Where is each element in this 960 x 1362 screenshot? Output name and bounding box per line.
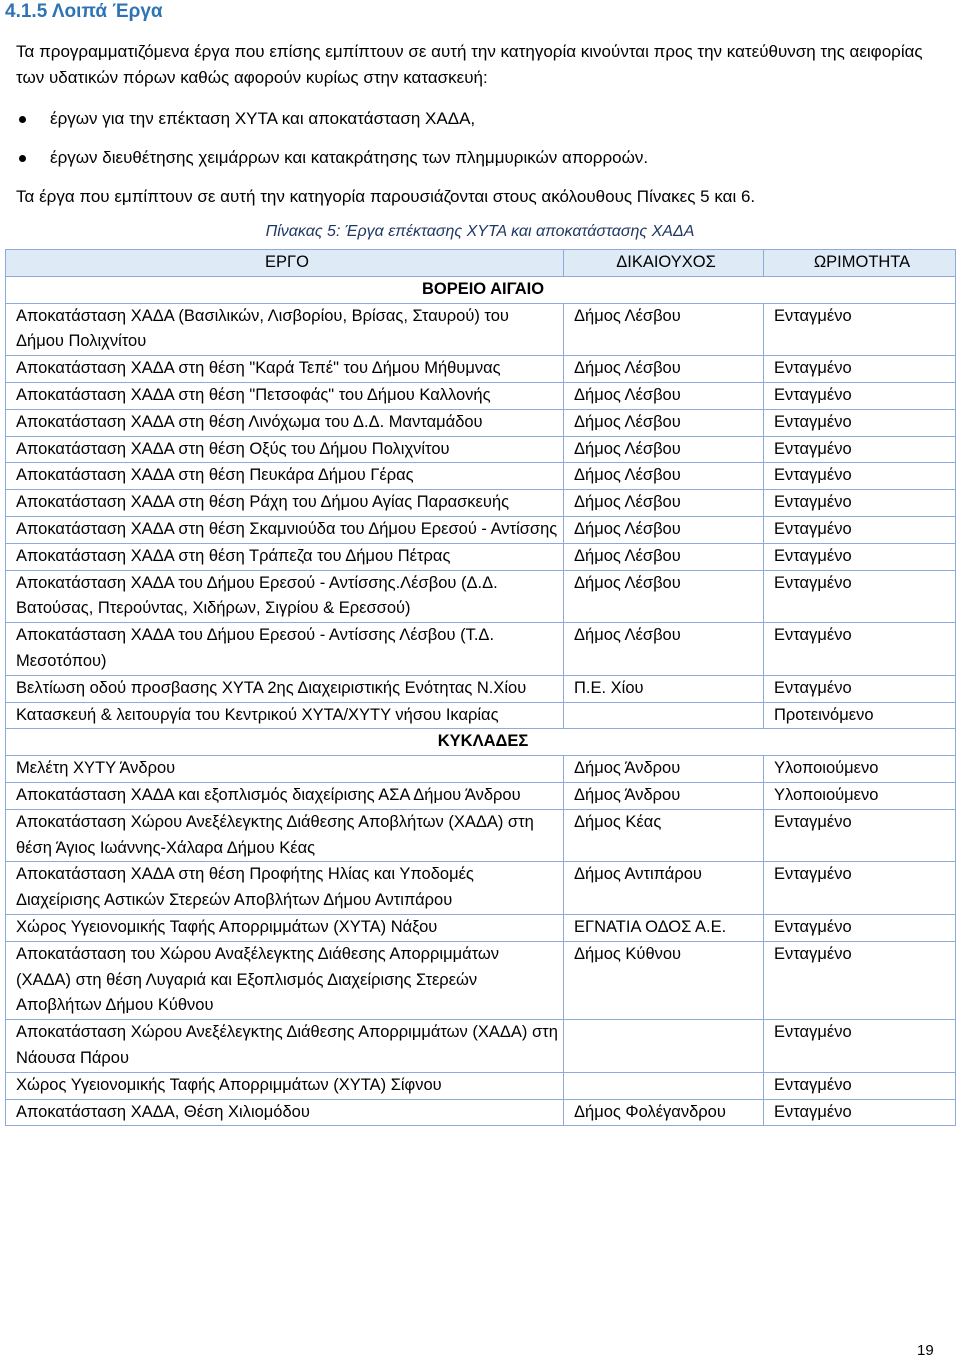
table-row xyxy=(6,862,956,915)
bullet-icon xyxy=(19,155,26,162)
maturity-cell: Ενταγμένο xyxy=(764,809,956,862)
project-cell: Χώρος Υγειονομικής Ταφής Απορριμμάτων (ΧΥΤΑ) Νάξου xyxy=(6,914,564,941)
project-cell: Αποκατάσταση ΧΑΔΑ, Θέση Χιλιομόδου xyxy=(6,1099,564,1126)
region-row xyxy=(6,276,956,303)
table-row xyxy=(6,436,956,463)
table-row xyxy=(6,809,956,862)
beneficiary-cell: Δήμος Λέσβου xyxy=(564,570,764,623)
project-cell: Αποκατάσταση ΧΑΔΑ του Δήμου Ερεσού - Αντίσσης Λέσβου (Τ.Δ. Μεσοτόπου) xyxy=(6,623,564,676)
table-row xyxy=(6,914,956,941)
page-number: 19 xyxy=(917,1342,934,1359)
list-item xyxy=(0,145,930,184)
project-cell: Αποκατάσταση ΧΑΔΑ και εξοπλισμός διαχείρισης ΑΣΑ Δήμου Άνδρου xyxy=(6,782,564,809)
maturity-cell: Ενταγμένο xyxy=(764,570,956,623)
project-cell: Αποκατάσταση ΧΑΔΑ στη θέση Λινόχωμα του Δ.Δ. Μανταμάδου xyxy=(6,409,564,436)
project-cell: Αποκατάσταση ΧΑΔΑ στη θέση Προφήτης Ηλίας και Υποδομές Διαχείρισης Αστικών Στερεών Αποβλήτων Δήμου Αντιπάρου xyxy=(6,862,564,915)
table-row xyxy=(6,570,956,623)
project-cell: Αποκατάσταση του Χώρου Αναξέλεγκτης Διάθεσης Απορριμμάτων (ΧΑΔΑ) στη θέση Λυγαριά και Εξοπλισμός Διαχείρισης Στερεών Αποβλήτων Δήμου Κύθνου xyxy=(6,941,564,1019)
table-row xyxy=(6,409,956,436)
beneficiary-cell: Δήμος Άνδρου xyxy=(564,756,764,783)
project-cell: Αποκατάσταση ΧΑΔΑ (Βασιλικών, Λισβορίου, Βρίσας, Σταυρού) του Δήμου Πολιχνίτου xyxy=(6,303,564,356)
maturity-cell: Ενταγμένο xyxy=(764,1072,956,1099)
section-heading: 4.1.5 Λοιπά Έργα xyxy=(5,1,163,22)
table-row xyxy=(6,303,956,356)
beneficiary-cell: Δήμος Λέσβου xyxy=(564,623,764,676)
list-item xyxy=(0,106,930,145)
table-caption: Πίνακας 5: Έργα επέκτασης ΧΥΤΑ και αποκατάστασης ΧΑΔΑ xyxy=(265,223,695,240)
maturity-cell: Ενταγμένο xyxy=(764,675,956,702)
bullet-list xyxy=(0,106,930,184)
bullet-icon xyxy=(19,116,26,123)
beneficiary-cell: Π.Ε. Χίου xyxy=(564,675,764,702)
beneficiary-cell: Δήμος Λέσβου xyxy=(564,303,764,356)
table-row xyxy=(6,623,956,676)
region-label: ΒΟΡΕΙΟ ΑΙΓΑΙΟ xyxy=(421,279,545,298)
beneficiary-cell: Δήμος Κέας xyxy=(564,809,764,862)
maturity-cell: Ενταγμένο xyxy=(764,382,956,409)
table-row xyxy=(6,782,956,809)
beneficiary-cell xyxy=(564,1072,764,1099)
maturity-cell: Προτεινόμενο xyxy=(764,702,956,729)
maturity-cell: Ενταγμένο xyxy=(764,516,956,543)
table-row xyxy=(6,675,956,702)
maturity-cell: Ενταγμένο xyxy=(764,463,956,490)
maturity-cell: Ενταγμένο xyxy=(764,356,956,383)
maturity-cell: Υλοποιούμενο xyxy=(764,782,956,809)
header-beneficiary: ΔΙΚΑΙΟΥΧΟΣ xyxy=(564,250,764,277)
project-cell: Αποκατάσταση ΧΑΔΑ στη θέση "Καρά Τεπέ" του Δήμου Μήθυμνας xyxy=(6,356,564,383)
maturity-cell: Ενταγμένο xyxy=(764,543,956,570)
table-row xyxy=(6,702,956,729)
region-label: ΚΥΚΛΑΔΕΣ xyxy=(437,732,529,751)
project-cell: Αποκατάσταση ΧΑΔΑ στη θέση "Πετσοφάς" του Δήμου Καλλονής xyxy=(6,382,564,409)
table-row xyxy=(6,356,956,383)
region-cell xyxy=(6,276,956,303)
table-row xyxy=(6,490,956,517)
beneficiary-cell: Δήμος Λέσβου xyxy=(564,409,764,436)
bullet-text: έργων για την επέκταση ΧΥΤΑ και αποκατάσταση ΧΑΔΑ, xyxy=(50,109,476,128)
table-row xyxy=(6,543,956,570)
beneficiary-cell xyxy=(564,1020,764,1073)
beneficiary-cell: Δήμος Λέσβου xyxy=(564,516,764,543)
beneficiary-cell: Δήμος Κύθνου xyxy=(564,941,764,1019)
bullet-text: έργων διευθέτησης χειμάρρων και κατακράτησης των πλημμυρικών απορροών. xyxy=(50,148,649,167)
table-row xyxy=(6,1099,956,1126)
beneficiary-cell xyxy=(564,702,764,729)
project-cell: Χώρος Υγειονομικής Ταφής Απορριμμάτων (ΧΥΤΑ) Σίφνου xyxy=(6,1072,564,1099)
maturity-cell: Ενταγμένο xyxy=(764,1099,956,1126)
beneficiary-cell: ΕΓΝΑΤΙΑ ΟΔΟΣ Α.Ε. xyxy=(564,914,764,941)
table-row xyxy=(6,941,956,1019)
beneficiary-cell: Δήμος Λέσβου xyxy=(564,436,764,463)
beneficiary-cell: Δήμος Άνδρου xyxy=(564,782,764,809)
project-cell: Βελτίωση οδού προσβασης ΧΥΤΑ 2ης Διαχειριστικής Ενότητας Ν.Χίου xyxy=(6,675,564,702)
project-cell: Αποκατάσταση Χώρου Ανεξέλεγκτης Διάθεσης Αποβλήτων (ΧΑΔΑ) στη θέση Άγιος Ιωάννης-Χάλαρα Δήμου Κέας xyxy=(6,809,564,862)
maturity-cell: Ενταγμένο xyxy=(764,941,956,1019)
header-maturity: ΩΡΙΜΟΤΗΤΑ xyxy=(764,250,956,277)
project-cell: Αποκατάσταση ΧΑΔΑ στη θέση Τράπεζα του Δήμου Πέτρας xyxy=(6,543,564,570)
table-row xyxy=(6,756,956,783)
table-header-row xyxy=(6,250,956,277)
maturity-cell: Ενταγμένο xyxy=(764,623,956,676)
intro-paragraph: Τα προγραμματιζόμενα έργα που επίσης εμπίπτουν σε αυτή την κατηγορία κινούνται προς την κατεύθυνση της αειφορίας των υδατικών πόρων καθώς αφορούν κυρίως στην κατασκευή: xyxy=(16,42,923,87)
table-body xyxy=(6,276,956,1126)
region-row xyxy=(6,729,956,756)
region-cell xyxy=(6,729,956,756)
project-cell: Αποκατάσταση ΧΑΔΑ στη θέση Πευκάρα Δήμου Γέρας xyxy=(6,463,564,490)
project-cell: Κατασκευή & λειτουργία του Κεντρικού ΧΥΤΑ/ΧΥΤΥ νήσου Ικαρίας xyxy=(6,702,564,729)
beneficiary-cell: Δήμος Λέσβου xyxy=(564,543,764,570)
projects-table xyxy=(5,249,956,1126)
project-cell: Αποκατάσταση ΧΑΔΑ στη θέση Οξύς του Δήμου Πολιχνίτου xyxy=(6,436,564,463)
project-cell: Μελέτη ΧΥΤΥ Άνδρου xyxy=(6,756,564,783)
beneficiary-cell: Δήμος Αντιπάρου xyxy=(564,862,764,915)
maturity-cell: Ενταγμένο xyxy=(764,862,956,915)
table-row xyxy=(6,382,956,409)
table-row xyxy=(6,1020,956,1073)
table-row xyxy=(6,463,956,490)
maturity-cell: Ενταγμένο xyxy=(764,914,956,941)
header-project: ΕΡΓΟ xyxy=(6,250,564,277)
maturity-cell: Ενταγμένο xyxy=(764,409,956,436)
project-cell: Αποκατάσταση ΧΑΔΑ στη θέση Ράχη του Δήμου Αγίας Παρασκευής xyxy=(6,490,564,517)
maturity-cell: Ενταγμένο xyxy=(764,436,956,463)
table-row xyxy=(6,1072,956,1099)
maturity-cell: Ενταγμένο xyxy=(764,1020,956,1073)
beneficiary-cell: Δήμος Λέσβου xyxy=(564,463,764,490)
maturity-cell: Υλοποιούμενο xyxy=(764,756,956,783)
project-cell: Αποκατάσταση ΧΑΔΑ στη θέση Σκαμνιούδα του Δήμου Ερεσού - Αντίσσης xyxy=(6,516,564,543)
project-cell: Αποκατάσταση ΧΑΔΑ του Δήμου Ερεσού - Αντίσσης.Λέσβου (Δ.Δ. Βατούσας, Πτερούντας, Χιδήρων, Σιγρίου & Ερεσσού) xyxy=(6,570,564,623)
beneficiary-cell: Δήμος Φολέγανδρου xyxy=(564,1099,764,1126)
beneficiary-cell: Δήμος Λέσβου xyxy=(564,382,764,409)
outro-paragraph: Τα έργα που εμπίπτουν σε αυτή την κατηγορία παρουσιάζονται στους ακόλουθους Πίνακες 5 και 6. xyxy=(16,187,756,206)
table-row xyxy=(6,516,956,543)
beneficiary-cell: Δήμος Λέσβου xyxy=(564,356,764,383)
maturity-cell: Ενταγμένο xyxy=(764,303,956,356)
maturity-cell: Ενταγμένο xyxy=(764,490,956,517)
project-cell: Αποκατάσταση Χώρου Ανεξέλεγκτης Διάθεσης Απορριμμάτων (ΧΑΔΑ) στη Νάουσα Πάρου xyxy=(6,1020,564,1073)
beneficiary-cell: Δήμος Λέσβου xyxy=(564,490,764,517)
